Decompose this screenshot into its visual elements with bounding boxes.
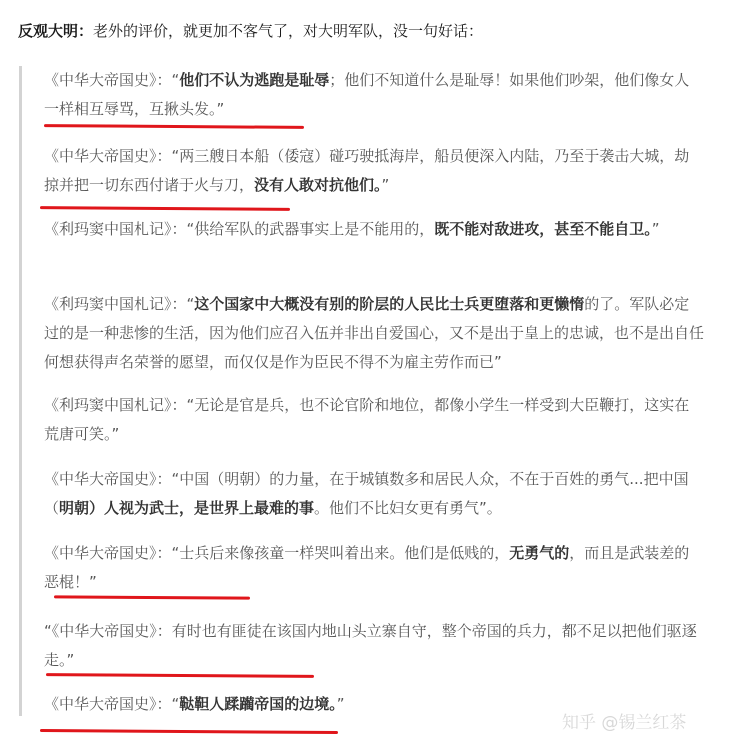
quote-item <box>44 465 704 523</box>
quote-text: 的了。军队必定过的是一种悲惨的生活，因为他们应召入伍并非出自爱国心，又不是出于皇上的忠诚，也不是出自任何想获得声名荣誉的愿望，而仅仅是作为臣民不得不为雇主劳作而已” <box>44 295 705 371</box>
quote-text: 。他们不比妇女更有勇气”。 <box>314 499 502 517</box>
quote-bold-text: 他们不认为逃跑是耻辱 <box>179 71 330 89</box>
quote-text: 《利玛窦中国札记》：“无论是官是兵，也不论官阶和地位，都像小学生一样受到大臣鞭打，这实在荒唐可笑。” <box>44 396 690 443</box>
quote-item <box>44 142 704 200</box>
quote-text: 《中华大帝国史》：“ <box>44 695 180 713</box>
quote-item <box>44 539 704 597</box>
quote-bold-text: 鞑靼人蹂躏帝国的边境。 <box>179 695 337 713</box>
quote-text: 《利玛窦中国札记》：“ <box>44 295 195 313</box>
quote-block <box>19 66 712 716</box>
quote-text: ” <box>336 695 345 713</box>
intro-bold-label: 反观大明： <box>18 22 94 40</box>
quote-text: 《中华大帝国史》：“士兵后来像孩童一样哭叫着出来。他们是低贱的， <box>44 544 510 562</box>
quote-text: 《中华大帝国史》：“两三艘日本船（倭寇）碰巧驶抵海岸，船员便深入内陆，乃至于袭击大城，劫掠并把一切东西付诸于火与刀， <box>44 147 690 194</box>
intro-text: 老外的评价，就更加不客气了，对大明军队，没一句好话： <box>93 22 484 40</box>
red-underline <box>40 729 338 734</box>
quote-text: “《中华大帝国史》：有时也有匪徒在该国内地山头立寨自守，整个帝国的兵力，都不足以把他们驱逐走。” <box>44 622 697 669</box>
quote-text: ” <box>651 220 660 238</box>
quote-bold-text: 无勇气的 <box>509 544 570 562</box>
quote-text: 《中华大帝国史》：“ <box>44 71 180 89</box>
quote-item <box>44 66 704 124</box>
quote-text: 《利玛窦中国札记》：“供给军队的武器事实上是不能用的， <box>44 220 435 238</box>
quote-text: ，而且是武装差的恶棍！” <box>44 544 690 591</box>
zhihu-watermark: 知乎 @锡兰红茶 <box>562 713 687 733</box>
quote-bold-text: 没有人敢对抗他们。 <box>254 176 382 194</box>
quote-text: ；他们不知道什么是耻辱！如果他们吵架，他们像女人一样相互辱骂，互揪头发。” <box>44 71 690 118</box>
quote-bold-text: 既不能对敌进攻，甚至不能自卫。 <box>434 220 652 238</box>
quote-bold-text: 明朝）人视为武士，是世界上最难的事 <box>59 499 315 517</box>
quote-bold-text: 这个国家中大概没有别的阶层的人民比士兵更堕落和更懒惰 <box>194 295 585 313</box>
intro-line <box>18 18 483 44</box>
quote-item <box>44 617 704 675</box>
quote-item <box>44 215 704 244</box>
quote-item <box>44 290 704 377</box>
quote-text: ” <box>381 176 390 194</box>
quote-item <box>44 391 704 449</box>
quote-text: 《中华大帝国史》：“中国（明朝）的力量，在于城镇数多和居民人众，不在于百姓的勇气...把中国（ <box>44 470 689 517</box>
